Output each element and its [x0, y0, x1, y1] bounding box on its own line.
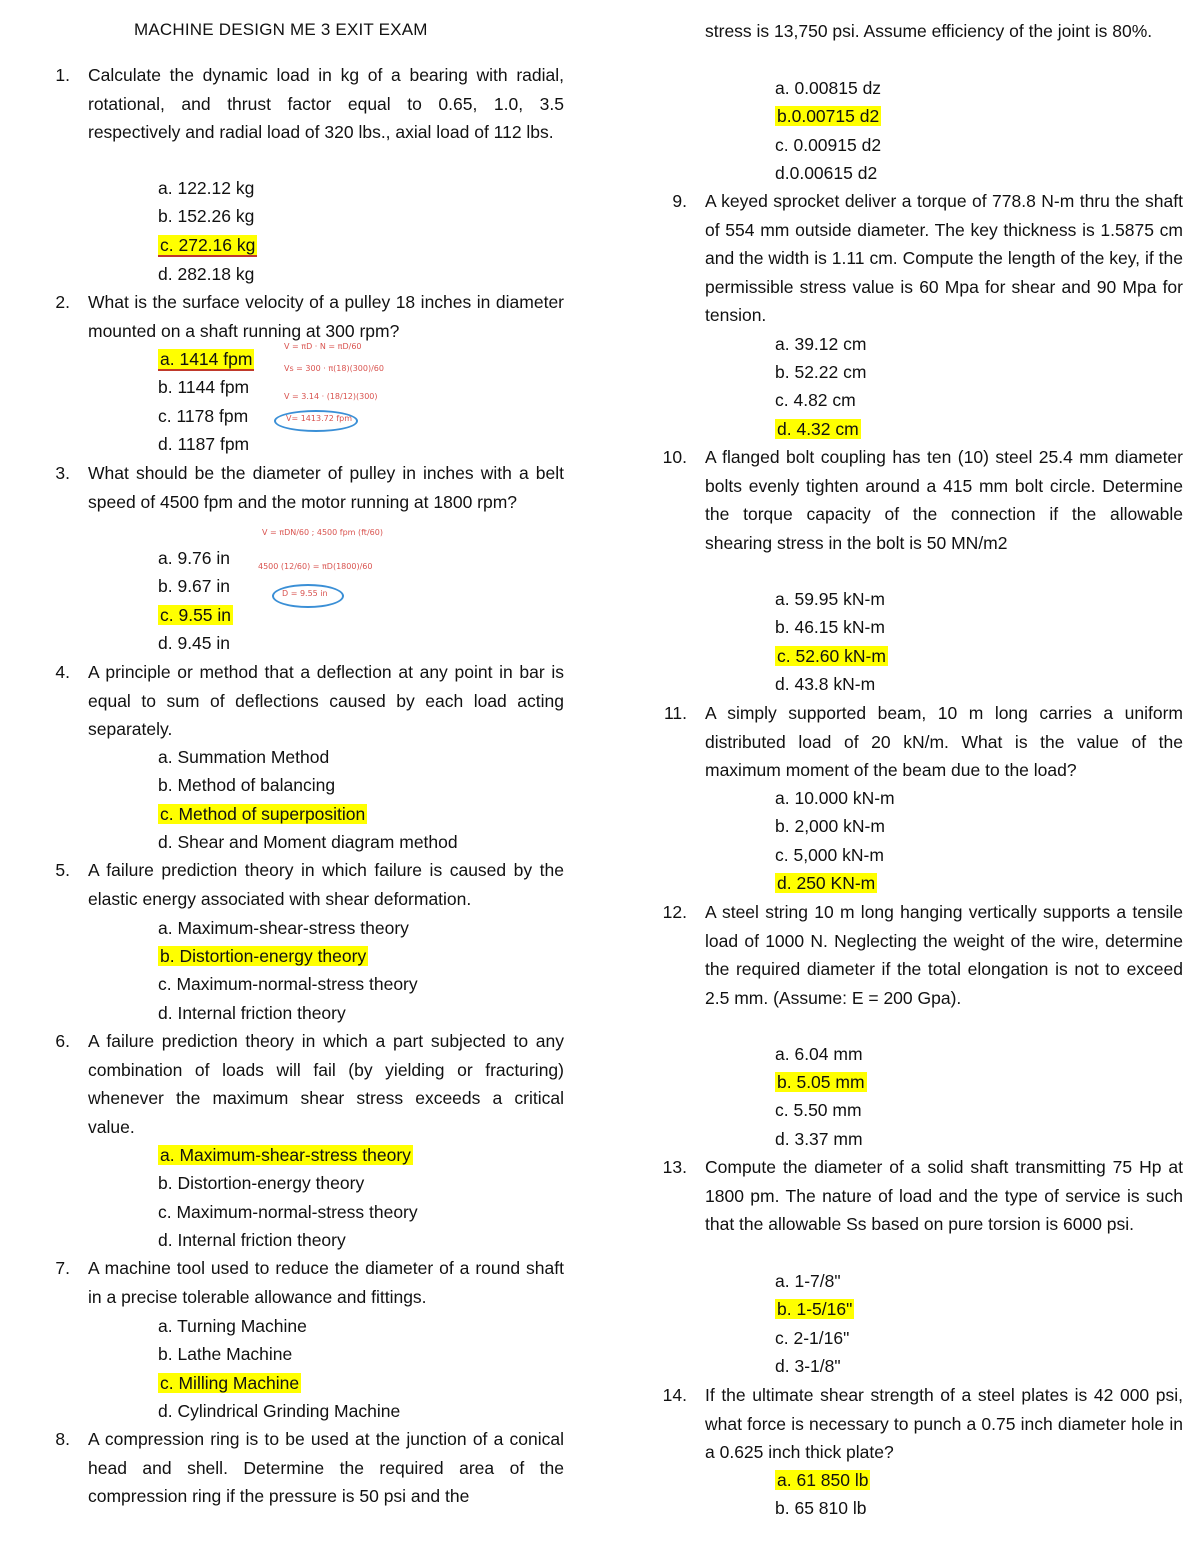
option-a[interactable]: a. 9.76 in [158, 548, 230, 568]
question-text: A flanged bolt coupling has ten (10) steel 25.4 mm diameter bolts evenly tighten around a 415 mm bolt circle. Determine the torque capacity of the connection if the allowable shearing stress in the bolt is 50 MN/m2 [705, 447, 1183, 553]
answer-highlight: c. 9.55 in [160, 605, 232, 625]
answer-highlight: d. 4.32 cm [777, 419, 859, 439]
answer-highlight: c. 52.60 kN-m [777, 646, 886, 666]
question-text: A principle or method that a deflection at any point in bar is equal to sum of deflections caused by each load acting separately. [88, 662, 564, 740]
option-c[interactable]: c. 2-1/16" [775, 1328, 850, 1348]
answer-highlight: a. 61 850 lb [777, 1470, 869, 1490]
answer-highlight: b. 5.05 mm [777, 1072, 865, 1092]
option-c[interactable]: c. 4.82 cm [775, 390, 856, 410]
question-number: 2. [55, 292, 70, 312]
answer-highlight: c. Milling Machine [160, 1373, 300, 1393]
option-c[interactable]: c. 1178 fpm [158, 406, 249, 426]
question-number: 12. [662, 902, 687, 922]
option-b[interactable]: b. 1144 fpm [158, 377, 250, 397]
question-number: 8. [55, 1429, 70, 1449]
option-a[interactable]: a. Turning Machine [158, 1316, 307, 1336]
option-a[interactable]: a. 122.12 kg [158, 178, 255, 198]
handwritten-note: D = 9.55 in [282, 589, 328, 598]
exam-title: MACHINE DESIGN ME 3 EXIT EXAM [134, 20, 428, 39]
option-b[interactable]: b. 65 810 lb [775, 1498, 867, 1518]
option-a[interactable]: a. 10.000 kN-m [775, 788, 895, 808]
option-d[interactable]: d. 282.18 kg [158, 264, 255, 284]
option-d[interactable]: d. 9.45 in [158, 633, 230, 653]
option-c-answer[interactable] [158, 601, 233, 630]
option-a[interactable]: a. Maximum-shear-stress theory [158, 918, 409, 938]
option-c[interactable]: c. 5,000 kN-m [775, 845, 884, 865]
option-b[interactable]: b. 2,000 kN-m [775, 816, 885, 836]
answer-highlight: a. Maximum-shear-stress theory [160, 1145, 411, 1165]
question-number: 6. [55, 1031, 70, 1051]
question-number: 1. [55, 65, 70, 85]
option-b[interactable]: b. Lathe Machine [158, 1344, 293, 1364]
question-number: 13. [662, 1157, 687, 1177]
option-b-answer[interactable] [775, 1295, 854, 1324]
question-text: Calculate the dynamic load in kg of a bearing with radial, rotational, and thrust factor equal to 0.65, 1.0, 3.5 respectively and radial load of 320 lbs., axial load of 112 lbs. [88, 65, 564, 143]
option-b-answer[interactable] [158, 942, 368, 971]
answer-highlight: b. 1-5/16" [777, 1299, 853, 1319]
option-d[interactable]: d. 43.8 kN-m [775, 674, 876, 694]
question-number: 10. [662, 447, 687, 467]
option-d[interactable]: d. Internal friction theory [158, 1230, 346, 1250]
option-b[interactable]: b. 152.26 kg [158, 206, 255, 226]
option-a[interactable]: a. 39.12 cm [775, 334, 867, 354]
question-text: Compute the diameter of a solid shaft transmitting 75 Hp at 1800 pm. The nature of load and the type of service is such that the allowable Ss based on pure torsion is 6000 psi. [705, 1157, 1183, 1235]
question-text: A failure prediction theory in which failure is caused by the elastic energy associated with shear deformation. [88, 860, 564, 909]
option-d[interactable]: d. 3-1/8" [775, 1356, 841, 1376]
answer-highlight: d. 250 KN-m [777, 873, 876, 893]
option-c-answer[interactable] [775, 642, 888, 671]
option-d[interactable]: d. Shear and Moment diagram method [158, 832, 458, 852]
question-text: A failure prediction theory in which a part subjected to any combination of loads will fail (by yielding or fracturing) whenever the maximum shear stress exceeds a critical value. [88, 1031, 564, 1137]
question-text: If the ultimate shear strength of a steel plates is 42 000 psi, what force is necessary to punch a 0.75 inch diameter hole in a 0.625 inch thick plate? [705, 1385, 1183, 1463]
question-number: 5. [55, 860, 70, 880]
answer-highlight: c. 272.16 kg [160, 235, 256, 255]
option-c[interactable]: c. Maximum-normal-stress theory [158, 1202, 418, 1222]
option-c[interactable]: c. 5.50 mm [775, 1100, 862, 1120]
option-b[interactable]: b. Distortion-energy theory [158, 1173, 365, 1193]
option-a-answer[interactable] [775, 1466, 870, 1495]
option-b[interactable]: b. 46.15 kN-m [775, 617, 885, 637]
option-a[interactable]: a. 59.95 kN-m [775, 589, 885, 609]
question-text: A machine tool used to reduce the diameter of a round shaft in a precise tolerable allowance and fittings. [88, 1258, 564, 1307]
answer-highlight: b. Distortion-energy theory [160, 946, 367, 966]
question-number: 4. [55, 662, 70, 682]
question-number: 9. [672, 191, 687, 211]
question-text: A keyed sprocket deliver a torque of 778.8 N-m thru the shaft of 554 mm outside diameter. The key thickness is 1.5875 cm and the width is 1.11 cm. Compute the length of the key, if the permissible stress value is 60 Mpa for shear and 90 Mpa for tension. [705, 191, 1183, 326]
question-text: A simply supported beam, 10 m long carries a uniform distributed load of 20 kN/m. What is the value of the maximum moment of the beam due to the load? [705, 703, 1183, 781]
option-b[interactable]: b. 9.67 in [158, 576, 230, 596]
answer-highlight: b.0.00715 d2 [777, 106, 880, 126]
option-d[interactable]: d. Internal friction theory [158, 1003, 346, 1023]
question-number: 11. [663, 703, 687, 723]
handwritten-note: 4500 (12/60) = πD(1800)/60 [258, 562, 373, 571]
option-a[interactable]: a. 1-7/8" [775, 1271, 841, 1291]
question-text: What should be the diameter of pulley in inches with a belt speed of 4500 fpm and the motor running at 1800 rpm? [88, 463, 564, 512]
question-number: 14. [662, 1385, 687, 1405]
option-c[interactable]: c. 0.00915 d2 [775, 135, 882, 155]
option-c[interactable]: c. Maximum-normal-stress theory [158, 974, 418, 994]
question-number: 7. [55, 1258, 70, 1278]
option-d[interactable]: d. 3.37 mm [775, 1129, 863, 1149]
option-a[interactable]: a. 0.00815 dz [775, 78, 882, 98]
option-d[interactable]: d. 1187 fpm [158, 434, 250, 454]
handwritten-note: V = πDN/60 ; 4500 fpm (ft/60) [262, 528, 383, 537]
option-a-answer[interactable] [158, 345, 254, 374]
question-text: stress is 13,750 psi. Assume efficiency of the joint is 80%. [705, 21, 1153, 41]
option-d-answer[interactable] [775, 869, 877, 898]
option-a[interactable]: a. 6.04 mm [775, 1044, 863, 1064]
option-b[interactable]: b. Method of balancing [158, 775, 336, 795]
question-number: 3. [55, 463, 70, 483]
option-d[interactable]: d. Cylindrical Grinding Machine [158, 1401, 401, 1421]
handwritten-note: Vs = 300 · π(18)(300)/60 [284, 364, 384, 373]
handwritten-note: V = πD · N = πD/60 [284, 342, 362, 351]
question-text: A compression ring is to be used at the junction of a conical head and shell. Determine the required area of the compression ring if the pressure is 50 psi and the [88, 1429, 564, 1507]
option-b-answer[interactable] [775, 102, 881, 131]
option-d-answer[interactable] [775, 415, 861, 444]
question-text: What is the surface velocity of a pulley 18 inches in diameter mounted on a shaft running at 300 rpm? [88, 292, 564, 341]
option-a-answer[interactable] [158, 1141, 413, 1170]
handwritten-note: V = 3.14 · (18/12)(300) [284, 392, 378, 401]
option-c-answer[interactable] [158, 800, 367, 829]
option-a[interactable]: a. Summation Method [158, 747, 330, 767]
option-d[interactable]: d.0.00615 d2 [775, 163, 878, 183]
option-c-answer[interactable] [158, 231, 257, 260]
option-c-answer[interactable] [158, 1369, 301, 1398]
option-b-answer[interactable] [775, 1068, 867, 1097]
question-text: A steel string 10 m long hanging vertically supports a tensile load of 1000 N. Neglecting the weight of the wire, determine the required diameter if the total elongation is not to exceed 2.5 mm. (Assume: E = 200 Gpa). [705, 902, 1183, 1008]
answer-highlight: a. 1414 fpm [160, 349, 253, 369]
answer-highlight: c. Method of superposition [160, 804, 366, 824]
handwritten-note: V= 1413.72 fpm [286, 414, 353, 423]
option-b[interactable]: b. 52.22 cm [775, 362, 867, 382]
